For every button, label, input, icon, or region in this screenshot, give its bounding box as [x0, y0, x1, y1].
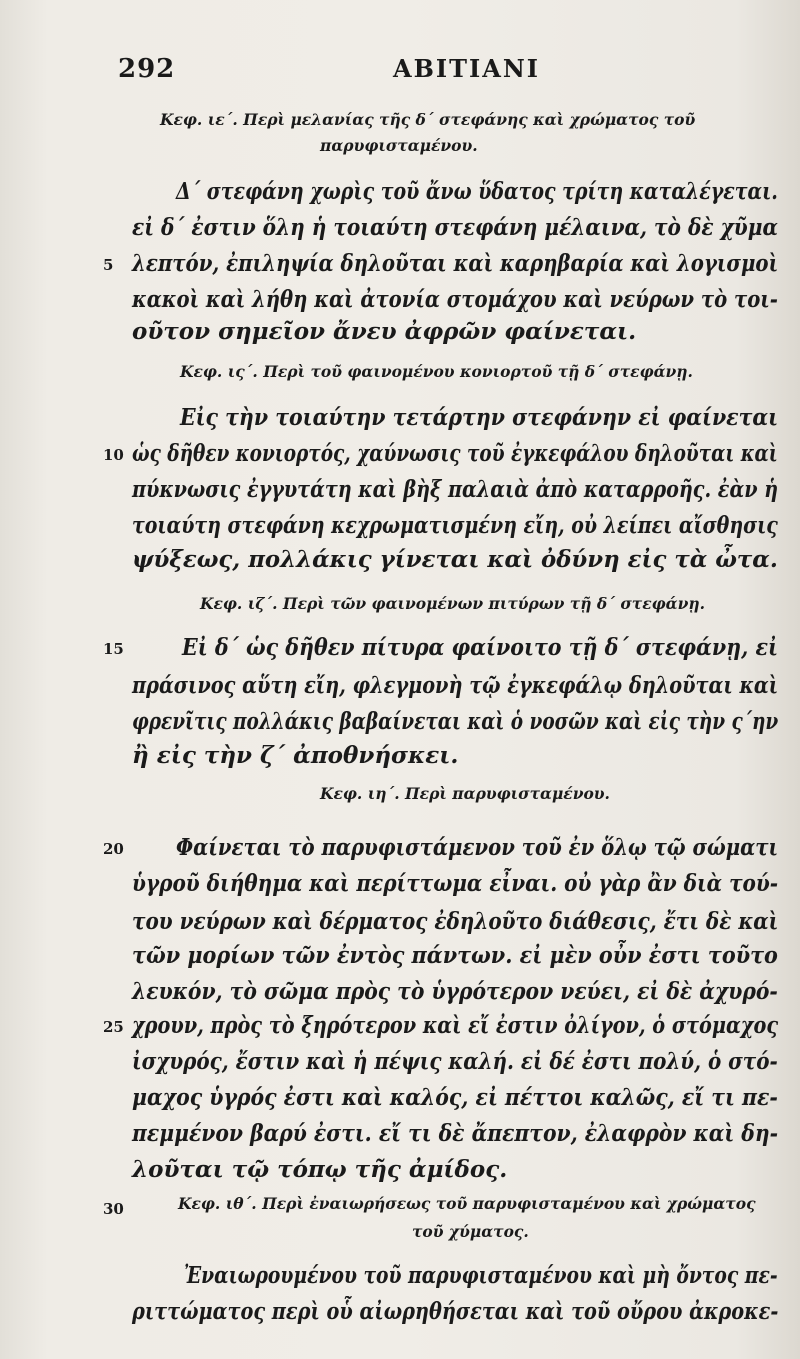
line-number: 20: [103, 840, 124, 858]
chapter-heading: Κεφ. ιη΄. Περὶ παρυφισταμένου.: [320, 784, 610, 803]
text-line: μαχος ὑγρός ἐστι καὶ καλός, εἰ πέττοι καλῶς, εἴ τι πε-: [132, 1084, 778, 1111]
line-number: 15: [103, 640, 124, 658]
running-head: ΑΒΙΤΙΑΝΙ: [393, 54, 541, 83]
text-line: ὑγροῦ διήθημα καὶ περίττωμα εἶναι. οὐ γὰρ ἂν διὰ τού-: [132, 870, 779, 897]
chapter-heading: παρυφισταμένου.: [320, 136, 478, 155]
text-line: Ἐναιωρουμένου τοῦ παρυφισταμένου καὶ μὴ ὄντος πε-: [184, 1262, 778, 1289]
text-line: ἰσχυρός, ἔστιν καὶ ἡ πέψις καλή. εἰ δέ ἐστι πολύ, ὁ στό-: [132, 1048, 778, 1075]
chapter-heading: Κεφ. ιζ΄. Περὶ τῶν φαινομένων πιτύρων τῇ δ΄ στεφάνῃ.: [200, 594, 705, 613]
text-line: ριττώματος περὶ οὗ αἰωρηθήσεται καὶ τοῦ οὔρου ἀκροκε-: [132, 1298, 779, 1325]
text-line: Εἰς τὴν τοιαύτην τετάρτην στεφάνην εἰ φαίνεται: [180, 404, 779, 431]
line-number: 10: [103, 446, 124, 464]
line-number: 30: [103, 1200, 124, 1218]
text-line: πράσινος αὕτη εἴη, φλεγμονὴ τῷ ἐγκεφάλῳ δηλοῦται καὶ: [132, 672, 779, 699]
text-line: του νεύρων καὶ δέρματος ἐδηλοῦτο διάθεσις, ἔτι δὲ καὶ: [132, 908, 779, 935]
line-number: 25: [103, 1018, 124, 1036]
text-line: τῶν μορίων τῶν ἐντὸς πάντων. εἰ μὲν οὖν ἐστι τοῦτο: [132, 942, 778, 969]
text-line: ἢ εἰς τὴν ζ΄ ἀποθνήσκει.: [132, 742, 459, 769]
text-line: εἰ δ΄ ἐστιν ὅλη ἡ τοιαύτη στεφάνη μέλαινα, τὸ δὲ χῦμα: [132, 214, 778, 241]
text-line: τοιαύτη στεφάνη κεχρωματισμένη εἴη, οὐ λείπει αἴσθησις: [132, 512, 778, 539]
text-line: ψύξεως, πολλάκις γίνεται καὶ ὀδύνη εἰς τὰ ὦτα.: [132, 546, 778, 573]
text-line: κακοὶ καὶ λήθη καὶ ἀτονία στομάχου καὶ νεύρων τὸ τοι-: [132, 286, 778, 313]
text-line: Φαίνεται τὸ παρυφιστάμενον τοῦ ἐν ὅλῳ τῷ σώματι: [176, 834, 779, 861]
page-header: [118, 54, 678, 94]
text-line: πύκνωσις ἐγγυτάτη καὶ βὴξ παλαιὰ ἀπὸ καταρροῆς. ἐὰν ἡ: [132, 476, 779, 503]
chapter-heading: τοῦ χύματος.: [412, 1222, 529, 1241]
text-line: λοῦται τῷ τόπῳ τῆς ἀμίδος.: [132, 1156, 508, 1183]
text-line: φρενῖτις πολλάκις βαβαίνεται καὶ ὁ νοσῶν καὶ εἰς τὴν ς΄ην: [132, 708, 779, 735]
chapter-heading: Κεφ. ιε΄. Περὶ μελανίας τῆς δ΄ στεφάνης καὶ χρώματος τοῦ: [160, 110, 696, 129]
text-line: ὡς δῆθεν κονιορτός, χαύνωσις τοῦ ἐγκεφάλου δηλοῦται καὶ: [132, 440, 778, 467]
text-line: λευκόν, τὸ σῶμα πρὸς τὸ ὑγρότερον νεύει, εἰ δὲ ἀχυρό-: [132, 978, 778, 1005]
line-number: 5: [103, 256, 114, 274]
text-line: Δ΄ στεφάνη χωρὶς τοῦ ἄνω ὕδατος τρίτη καταλέγεται.: [176, 178, 778, 205]
text-line: χρουν, πρὸς τὸ ξηρότερον καὶ εἴ ἐστιν ὀλίγον, ὁ στόμαχος: [132, 1012, 779, 1039]
text-line: οῦτον σημεῖον ἄνευ ἀφρῶν φαίνεται.: [132, 318, 637, 345]
text-line: λεπτόν, ἐπιληψία δηλοῦται καὶ καρηβαρία καὶ λογισμοὶ: [132, 250, 779, 277]
page-number: 292: [118, 54, 176, 84]
text-line: Εἰ δ΄ ὡς δῆθεν πίτυρα φαίνοιτο τῇ δ΄ στεφάνῃ, εἰ: [182, 634, 778, 661]
chapter-heading: Κεφ. ιθ΄. Περὶ ἐναιωρήσεως τοῦ παρυφισταμένου καὶ χρώματος: [178, 1194, 756, 1213]
text-line: πεμμένον βαρύ ἐστι. εἴ τι δὲ ἄπεπτον, ἐλαφρὸν καὶ δη-: [132, 1120, 779, 1147]
chapter-heading: Κεφ. ις΄. Περὶ τοῦ φαινομένου κονιορτοῦ τῇ δ΄ στεφάνῃ.: [180, 362, 693, 381]
